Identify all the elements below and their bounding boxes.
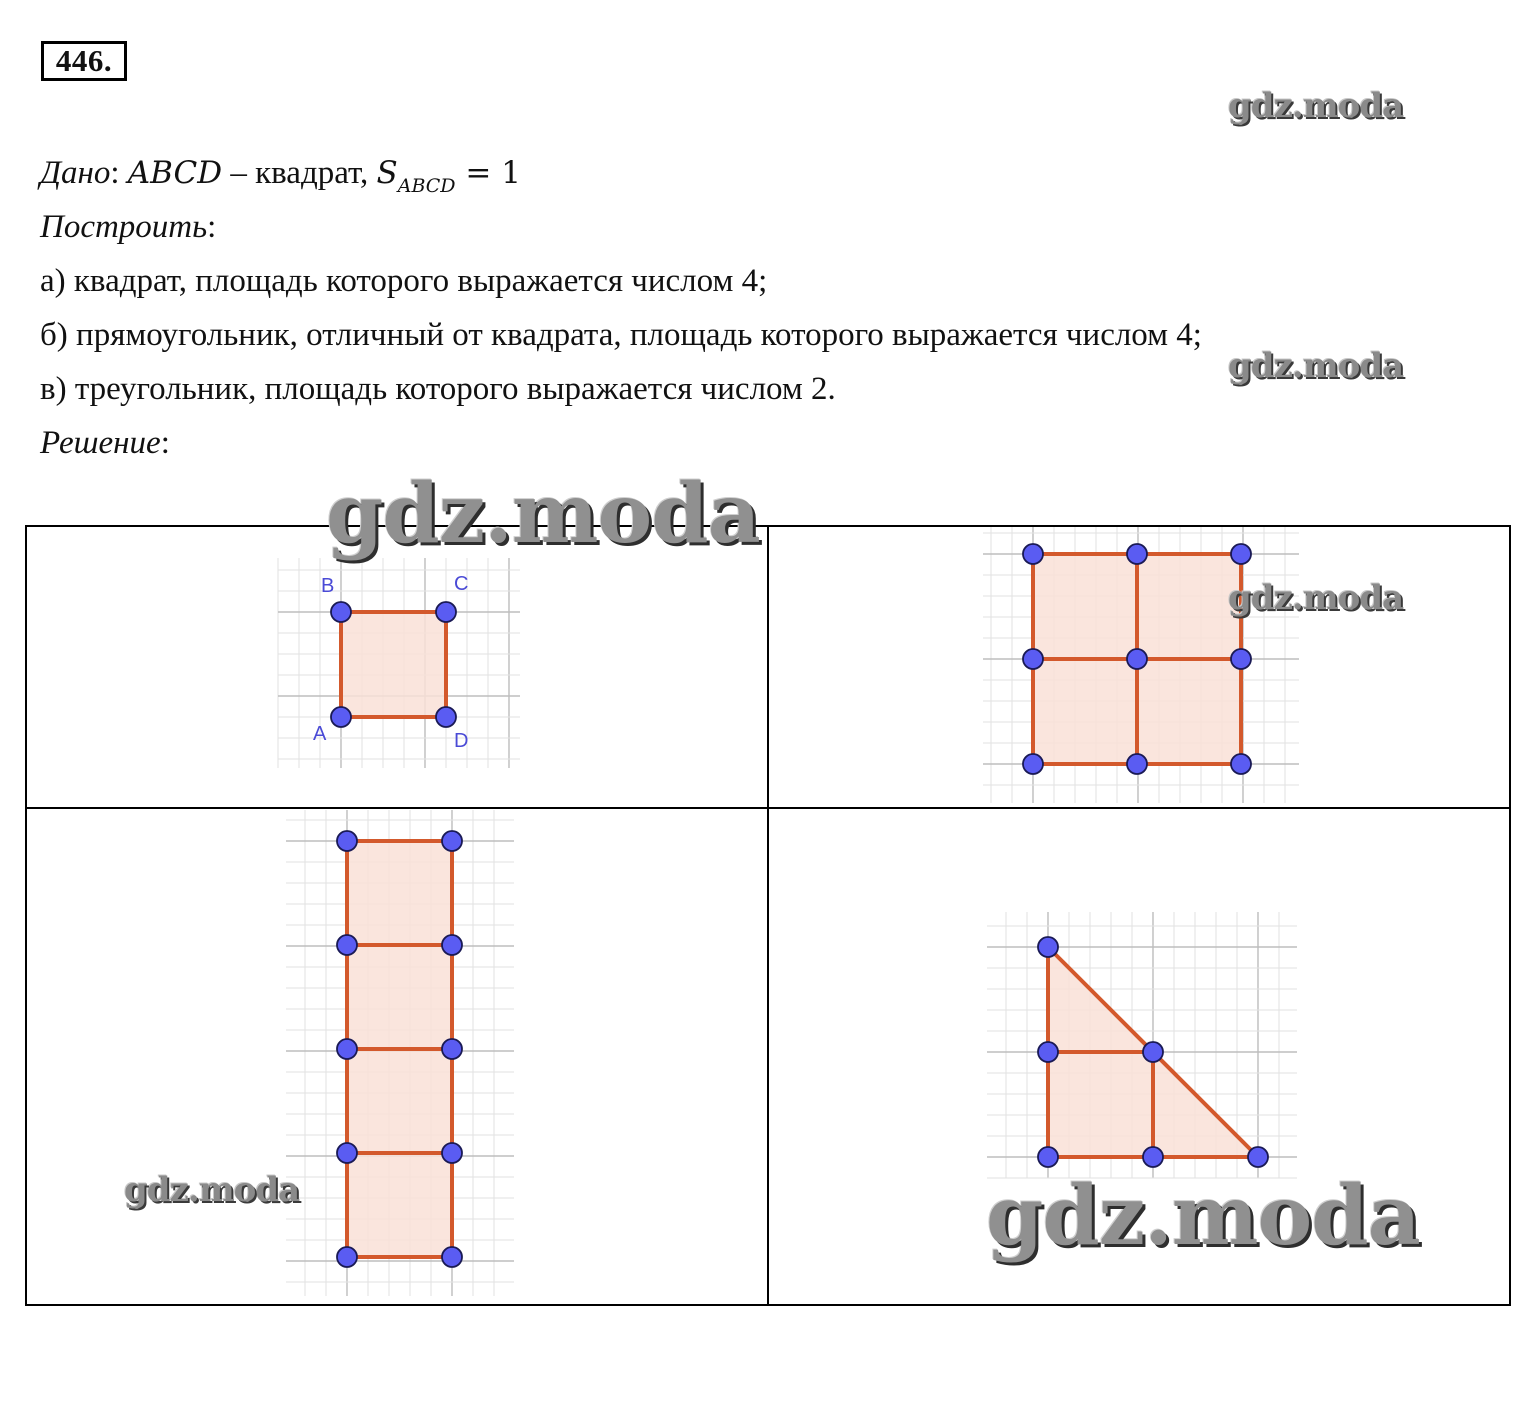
solution-label: Решение (40, 425, 161, 461)
area-symbol: S (376, 155, 398, 191)
construct-label: Построить (40, 209, 208, 245)
construct-item-a: а) квадрат, площадь которого выражается числом 4; (40, 263, 768, 299)
vertex-point (337, 935, 357, 955)
construct-item-c: в) треугольник, площадь которого выражается числом 2. (40, 371, 836, 407)
vertex-point (337, 1247, 357, 1267)
vertex-point (1231, 754, 1251, 774)
vertex-point (436, 602, 456, 622)
vertex-point (1127, 544, 1147, 564)
label-A: A (313, 723, 327, 745)
vertex-point (1143, 1042, 1163, 1062)
label-D: D (454, 730, 469, 752)
figure-triangle-area-2 (987, 912, 1297, 1178)
vertex-point (442, 831, 462, 851)
vertex-point (1231, 649, 1251, 669)
figure-square-area-4 (983, 527, 1299, 803)
watermark-1: gdz.moda (1228, 86, 1404, 126)
vertex-point (1143, 1147, 1163, 1167)
watermark-4: gdz.moda (124, 1170, 300, 1210)
vertex-point (436, 707, 456, 727)
construct-heading (40, 207, 216, 247)
vertex-point (1127, 649, 1147, 669)
given-line (40, 153, 521, 197)
vertex-point (1127, 754, 1147, 774)
figure-rectangle-area-4 (286, 810, 514, 1296)
table-divider-horizontal (25, 807, 1511, 809)
label-B: B (321, 575, 335, 597)
watermark-6: gdz.moda (986, 1168, 1420, 1264)
area-equals: = 1 (455, 155, 521, 191)
vertex-point (331, 602, 351, 622)
construct-item-b: б) прямоугольник, отличный от квадрата, площадь которого выражается числом 4; (40, 317, 1202, 353)
vertex-point (442, 935, 462, 955)
given-sep: : (110, 155, 120, 191)
watermark-2: gdz.moda (1228, 346, 1404, 386)
table-divider-vertical (767, 525, 769, 1306)
area-subscript: ABCD (397, 175, 456, 197)
vertex-point (442, 1039, 462, 1059)
vertex-point (442, 1247, 462, 1267)
vertex-point (1038, 1042, 1058, 1062)
given-label: Дано (40, 155, 111, 191)
vertex-point (1248, 1147, 1268, 1167)
problem-number: 446. (41, 41, 127, 81)
given-dash: – квадрат, (222, 155, 377, 191)
vertex-point (1038, 937, 1058, 957)
vertex-point (1023, 754, 1043, 774)
vertex-point (1231, 544, 1251, 564)
vertex-point (1023, 544, 1043, 564)
vertex-point (331, 707, 351, 727)
watermark-5: gdz.moda (326, 466, 760, 562)
vertex-point (442, 1143, 462, 1163)
square-fill (341, 612, 446, 717)
watermark-3: gdz.moda (1228, 578, 1404, 618)
vertex-point (1023, 649, 1043, 669)
given-figure: ABCD (127, 155, 223, 191)
vertex-point (337, 1039, 357, 1059)
vertex-point (337, 831, 357, 851)
construct-sep: : (207, 209, 217, 245)
figure-unit-square (278, 558, 520, 768)
vertex-point (337, 1143, 357, 1163)
solution-sep: : (160, 425, 170, 461)
label-C: C (454, 573, 469, 595)
solution-heading (40, 423, 170, 463)
vertex-point (1038, 1147, 1058, 1167)
